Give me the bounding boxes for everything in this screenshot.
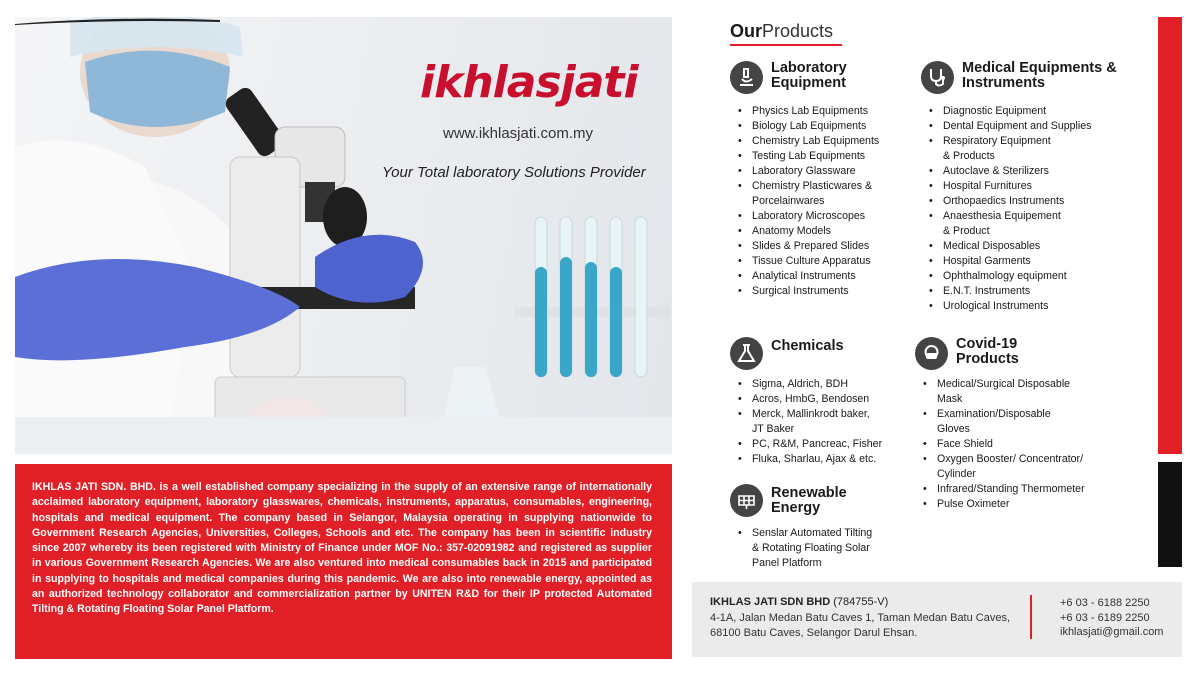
chemicals-items [738,377,882,467]
side-accent-red [1158,17,1182,454]
list-item: • Medical/Surgical Disposable [923,377,1085,392]
company-reg: (784755-V) [830,596,889,608]
list-item: • Tissue Culture Apparatus [738,254,879,269]
list-item: Cylinder [937,468,976,480]
list-item: • Ophthalmology equipment [929,269,1091,284]
list-item: • E.N.T. Instruments [929,284,1091,299]
list-item: • Face Shield [923,437,1085,452]
list-item: • Chemistry Plasticwares & [738,179,879,194]
address-line-1: 4-1A, Jalan Medan Batu Caves 1, Taman Medan Batu Caves, [710,612,1011,624]
about-text: IKHLAS JATI SDN. BHD. is a well established company specializing in the supply of an extensive range of internationally acclaimed laboratory equipment, laboratory glasswares, chemicals, instruments, apparatus, consumables, engineering, hospitals and medical equipment. The company based in Selangor, Malaysia operating in supplying nationwide to Government Research Agencies, Universities, Colleges, Schools and etc. The company has been in scientific industry since 2007 whereby its been registered with Ministry of Finance under MOF No.: 357-02091982 and registered as supplier in various Government Research Agencies. We are also ventured into medical consumables back in 2015 and participated in supplying to hospitals and medical companies during this pandemic. We are also into renewable energy, appointed as an authorized technology collaborator and commercialization partner by UNITEN R&D for their IP protected Automated Tilting & Rotating Floating Solar Panel Platform. [32,481,652,616]
list-item: Gloves [937,423,970,435]
category-title: Renewable Energy [771,485,847,516]
contact-details [1060,596,1163,640]
lab-items [738,104,879,299]
category-medical [921,61,1146,321]
list-item: • Chemistry Lab Equipments [738,134,879,149]
solar-panel-icon [730,484,763,517]
company-address [710,611,1030,640]
products-title-bold: Our [730,21,763,41]
products-title [730,21,833,42]
list-item: • Sigma, Aldrich, BDH [738,377,882,392]
list-item: • Physics Lab Equipments [738,104,879,119]
contact-divider [1030,595,1032,639]
list-item: • Oxygen Booster/ Concentrator/ [923,452,1085,467]
list-item: • Dental Equipment and Supplies [929,119,1091,134]
list-item: • Biology Lab Equipments [738,119,879,134]
brand-tagline: Your Total laboratory Solutions Provider [382,164,646,181]
list-item: • Hospital Furnitures [929,179,1091,194]
list-item: • Examination/Disposable [923,407,1085,422]
list-item: JT Baker [752,423,795,435]
category-renewable [730,484,910,574]
list-item: • Urological Instruments [929,299,1091,314]
medical-items [929,104,1091,314]
category-laboratory [730,61,910,301]
list-item: • Autoclave & Sterilizers [929,164,1091,179]
list-item: • Laboratory Microscopes [738,209,879,224]
category-chemicals [730,337,910,472]
list-item: • Surgical Instruments [738,284,879,299]
products-title-rest: Products [762,21,834,41]
list-item: • Anaesthesia Equipement [929,209,1091,224]
renewable-items [738,526,872,571]
list-item: • Medical Disposables [929,239,1091,254]
company-name-bold: IKHLAS JATI SDN BHD [710,596,831,608]
list-item: • Fluka, Sharlau, Ajax & etc. [738,452,882,467]
category-covid [915,337,1130,517]
category-title: Covid-19 Products [956,336,1019,367]
list-item: • Testing Lab Equipments [738,149,879,164]
brand-url[interactable]: www.ikhlasjati.com.my [443,125,594,142]
list-item: • Laboratory Glassware [738,164,879,179]
list-item: • Acros, HmbG, Bendosen [738,392,882,407]
list-item: & Rotating Floating Solar [752,542,870,554]
company-name [710,596,888,608]
list-item: • Respiratory Equipment [929,134,1091,149]
list-item: • Anatomy Models [738,224,879,239]
mask-icon [915,337,948,370]
phone-1[interactable]: +6 03 - 6188 2250 [1060,597,1150,609]
about-panel [15,464,672,659]
list-item: & Product [943,225,990,237]
brand-logo: ikhlasjati [420,57,638,108]
address-line-2: 68100 Batu Caves, Selangor Darul Ehsan. [710,626,918,639]
list-item: Porcelainwares [752,195,825,207]
category-title: Laboratory Equipment [771,60,847,91]
phone-2[interactable]: +6 03 - 6189 2250 [1060,611,1150,624]
list-item: • Slides & Prepared Slides [738,239,879,254]
list-item: Mask [937,393,963,405]
list-item: • Infrared/Standing Thermometer [923,482,1085,497]
list-item: • Diagnostic Equipment [929,104,1091,119]
products-title-underline [730,44,842,46]
list-item: • Analytical Instruments [738,269,879,284]
list-item: • Hospital Garments [929,254,1091,269]
covid-items [923,377,1085,512]
list-item: & Products [943,150,995,162]
side-accent-black [1158,462,1182,567]
microscope-icon [730,61,763,94]
email-link[interactable]: ikhlasjati@gmail.com [1060,626,1164,638]
list-item: • Senslar Automated Tilting [738,526,872,541]
list-item: • PC, R&M, Pancreac, Fisher [738,437,882,452]
category-title: Medical Equipments & Instruments [962,60,1117,91]
list-item: • Merck, Mallinkrodt baker, [738,407,882,422]
category-title: Chemicals [771,338,844,354]
list-item: Panel Platform [752,557,822,569]
flask-icon [730,337,763,370]
list-item: • Pulse Oximeter [923,497,1085,512]
stethoscope-icon [921,61,954,94]
hero-photo [15,17,672,454]
list-item: • Orthopaedics Instruments [929,194,1091,209]
contact-box [692,582,1182,657]
logo-swoosh [15,17,220,25]
